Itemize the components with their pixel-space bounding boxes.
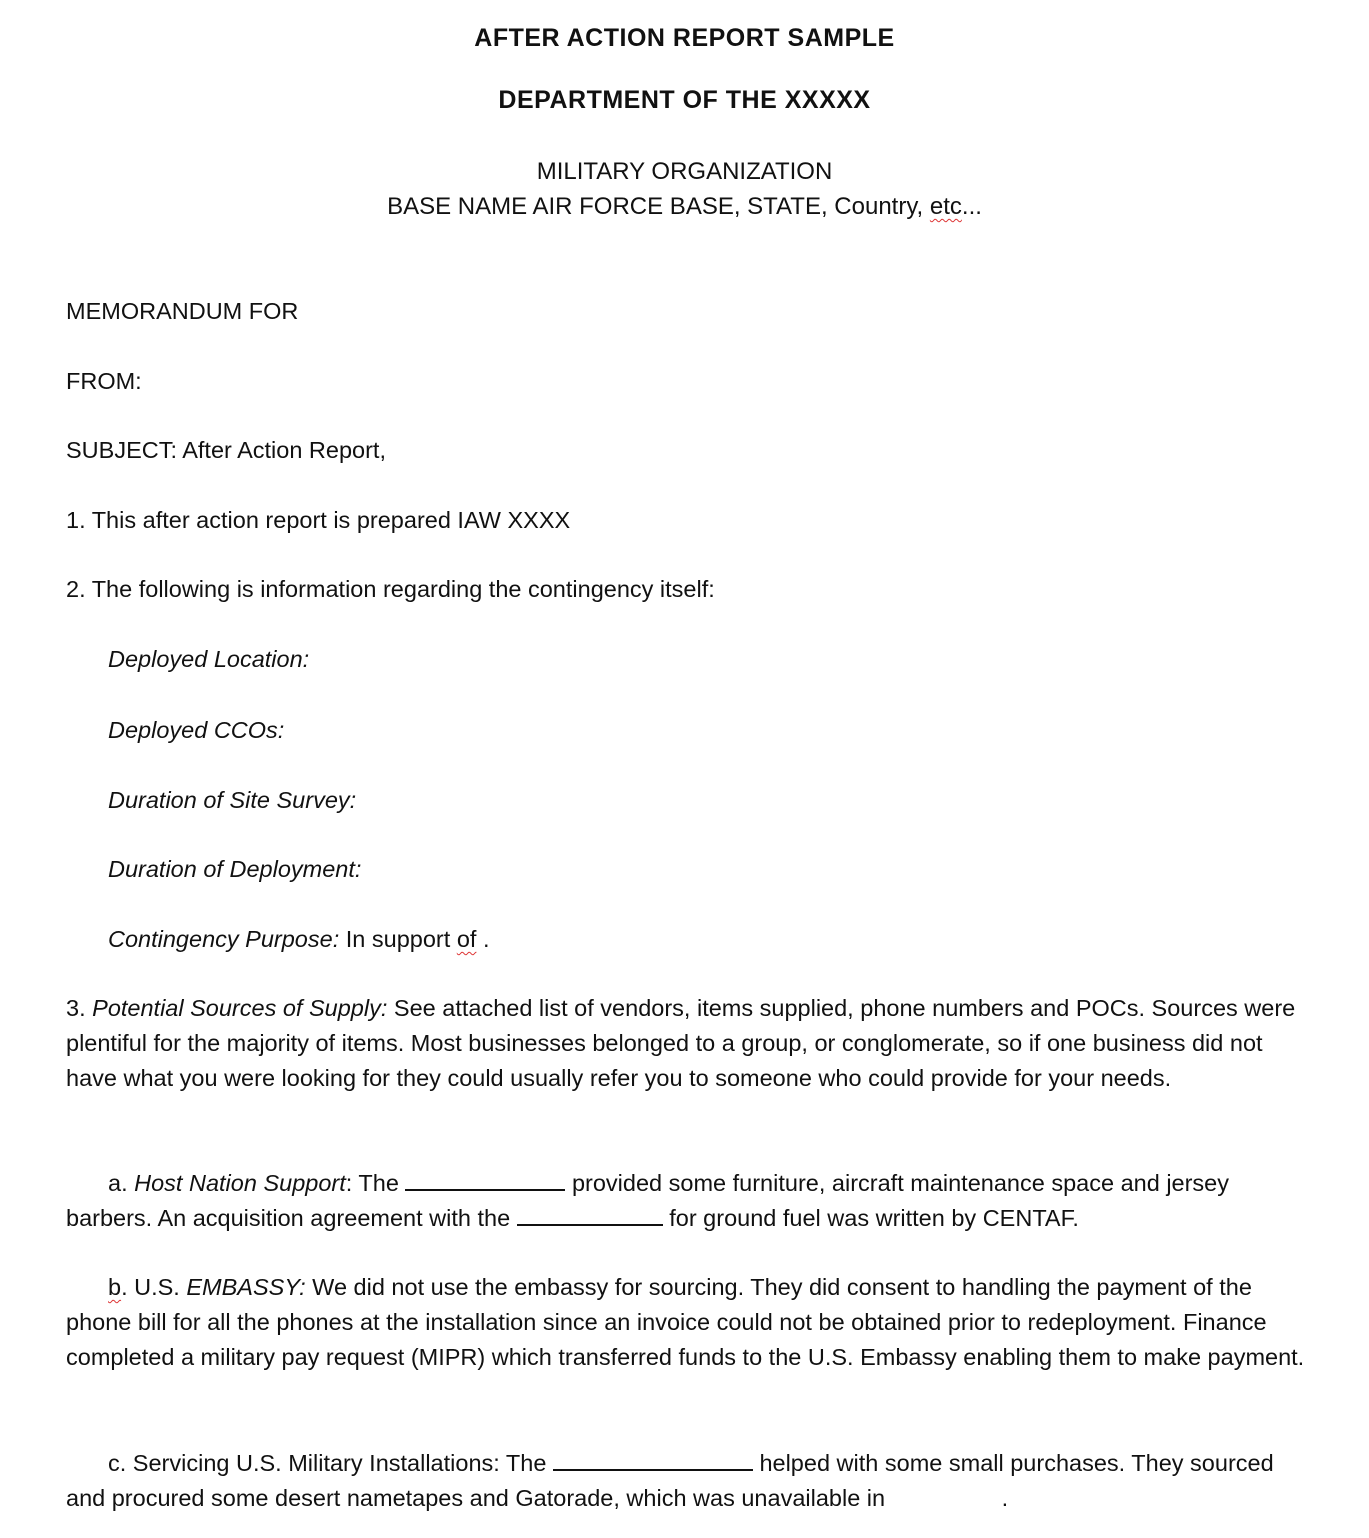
item-3a <box>66 1166 1316 1236</box>
fill-blank <box>405 1169 565 1191</box>
item-3a-text-3: for ground fuel was written by CENTAF. <box>662 1205 1079 1231</box>
from-line: FROM: <box>66 368 142 394</box>
duration-deployment: Duration of Deployment: <box>108 856 362 882</box>
item-3b-prefix: . U.S. <box>121 1274 187 1300</box>
base-line-text: BASE NAME AIR FORCE BASE, STATE, Country, <box>387 193 930 220</box>
base-line <box>0 193 1369 221</box>
item-3 <box>66 991 1316 1096</box>
fill-blank <box>553 1449 753 1471</box>
spellcheck-word: of <box>456 926 477 952</box>
item-3a-text-1: : The <box>345 1170 406 1196</box>
item-3c <box>66 1446 1316 1516</box>
item-3a-text-2: provided some furniture, aircraft maintenance space and jersey barbers. An acquisition agreement with the <box>66 1170 1230 1231</box>
item-3-number: 3. <box>66 995 93 1021</box>
fill-blank <box>517 1204 663 1226</box>
base-line-ellipsis: ... <box>961 193 982 220</box>
contingency-purpose <box>108 926 489 953</box>
item-1: 1. This after action report is prepared IAW XXXX <box>66 507 571 533</box>
spellcheck-word: etc <box>929 193 962 220</box>
item-2: 2. The following is information regarding the contingency itself: <box>66 576 715 602</box>
document-title: AFTER ACTION REPORT SAMPLE <box>474 24 895 52</box>
item-3b <box>66 1270 1316 1375</box>
spellcheck-word: b <box>108 1274 122 1300</box>
item-3a-prefix: a. <box>108 1170 135 1196</box>
purpose-label: Contingency Purpose: <box>108 926 340 952</box>
item-3c-text-1: c. Servicing U.S. Military Installations: The <box>108 1450 553 1476</box>
deployed-ccos: Deployed CCOs: <box>108 717 285 743</box>
organization-heading: MILITARY ORGANIZATION <box>536 158 833 185</box>
subject-line: SUBJECT: After Action Report, <box>66 437 386 463</box>
item-3a-label: Host Nation Support <box>134 1170 346 1196</box>
item-3b-text: We did not use the embassy for sourcing. They did consent to handling the payment of the phone bill for all the phones at the installation since an invoice could not be obtained prior to redeployment. Finance completed a military pay request (MIPR) which transferred funds to the U.S. Embassy enabling them to make payment. <box>66 1274 1305 1370</box>
memorandum-for: MEMORANDUM FOR <box>66 298 299 324</box>
item-3b-label: EMBASSY: <box>186 1274 306 1300</box>
item-3c-text-3: . <box>1001 1485 1009 1511</box>
purpose-text: In support <box>339 926 457 952</box>
item-3-text: See attached list of vendors, items supplied, phone numbers and POCs. Sources were plentiful for the majority of items. Most businesses belonged to a group, or conglomerate, so if one business did not have what you were looking for they could usually refer you to someone who could provide for your needs. <box>66 995 1296 1091</box>
purpose-end: . <box>476 926 490 952</box>
department-heading: DEPARTMENT OF THE XXXXX <box>498 86 871 114</box>
item-3c-text-2: helped with some small purchases. They sourced and procured some desert nametapes and Gatorade, which was unavailable in <box>66 1450 1274 1511</box>
item-3-label: Potential Sources of Supply: <box>92 995 388 1021</box>
deployed-location: Deployed Location: <box>108 646 310 672</box>
duration-site-survey: Duration of Site Survey: <box>108 787 357 813</box>
